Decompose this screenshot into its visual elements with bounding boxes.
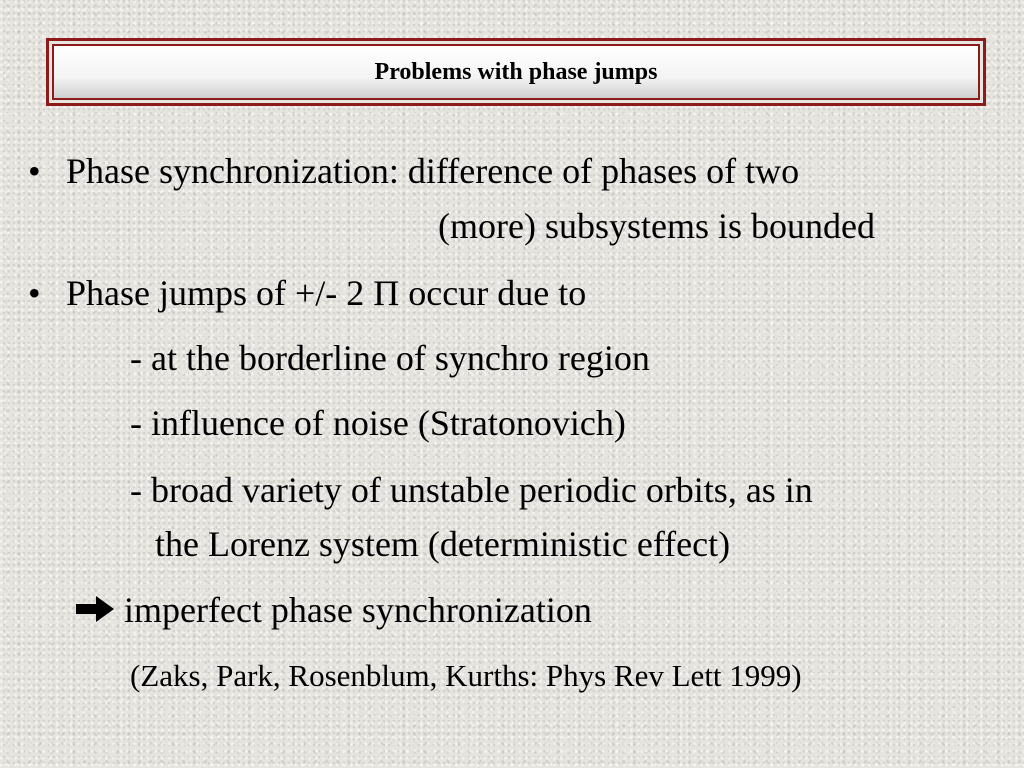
reference-citation: (Zaks, Park, Rosenblum, Kurths: Phys Rev Lett 1999) (130, 658, 802, 693)
right-arrow-icon (74, 594, 116, 624)
bullet-2-line-1: Phase jumps of +/- 2 Π occur due to (66, 273, 587, 313)
sub-item: - influence of noise (Stratonovich) (130, 403, 626, 443)
bullet-1-line-2: (more) subsystems is bounded (438, 206, 875, 246)
sub-item-continuation: the Lorenz system (deterministic effect) (155, 524, 731, 564)
conclusion-text: imperfect phase synchronization (124, 590, 592, 630)
bullet-icon: • (28, 273, 41, 313)
title-frame (46, 38, 986, 106)
bullet-1-line-1: Phase synchronization: difference of phases of two (66, 151, 800, 191)
bullet-icon: • (28, 151, 41, 191)
title-box (52, 44, 980, 100)
conclusion (74, 592, 592, 628)
slide-title: Problems with phase jumps (374, 58, 658, 85)
sub-item: - at the borderline of synchro region (130, 338, 650, 378)
sub-item: - broad variety of unstable periodic orbits, as in (130, 470, 813, 510)
